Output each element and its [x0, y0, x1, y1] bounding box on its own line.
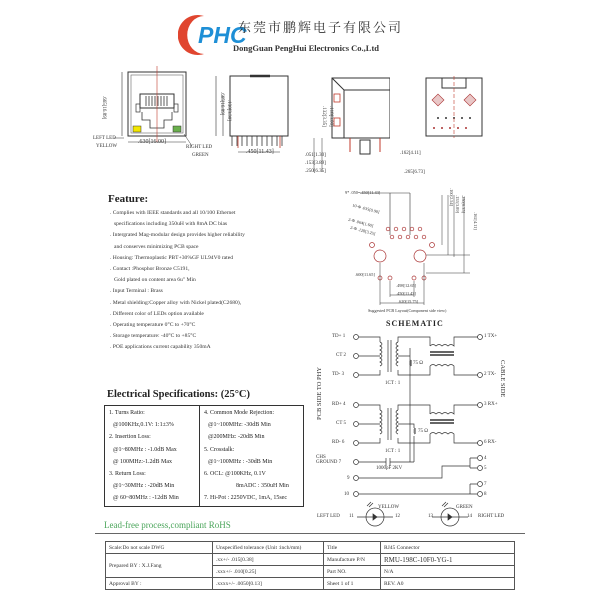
right-led-sch-label: RIGHT LED: [478, 514, 505, 519]
ratio-bottom: 1CT : 1: [385, 449, 401, 454]
chs-label: CHS: [316, 455, 326, 460]
pcb-dim-h3: .450[11.43]: [396, 291, 416, 296]
side2-dim3: .051[1.30]: [305, 153, 326, 158]
title-label-cell: Title: [324, 542, 381, 554]
pcb-layout-caption: Suggested PCB Layout(Component side view): [368, 308, 447, 313]
pcb-dim-v1: .100[2.54]: [449, 188, 454, 206]
pin-10: 10: [344, 492, 349, 497]
right-led-pin-a: 13: [428, 514, 433, 519]
feature-item: . Contact :Phosphor Bronze C5191,: [110, 266, 190, 273]
tolerance-3-cell: .xxxx+/- .0050[0.13]: [213, 578, 324, 590]
electrical-title: Electrical Specifications: (25°C): [107, 389, 250, 400]
pcb-dim-pitch: 9* .050=.450[11.43]: [345, 190, 381, 195]
green-led-icon: [173, 126, 181, 132]
feature-item: . Housing: Thermoplastic PBT+30%GF UL94V0 rated: [110, 254, 233, 261]
feature-item: . Metal shielding:Copper alloy with Nickel plated(C2680),: [110, 299, 242, 306]
spec-line: @1~80MHz : -1.0dB Max: [113, 446, 177, 453]
pin-td-minus: TD- 3: [332, 372, 345, 377]
spec-line: @ 60~80MHz : -12dB Min: [113, 495, 179, 502]
side2-dim7: .265[6.73]: [404, 170, 425, 175]
pcb-dim-v3: .250[6.35]: [461, 195, 466, 213]
ratio-top: 1CT : 1: [385, 381, 401, 386]
mpn-value-cell: RMU-198C-10F0-YG-1: [381, 554, 515, 566]
company-name-cn: 东莞市鹏辉电子有限公司: [238, 21, 404, 36]
electrical-left-col: [105, 406, 200, 506]
feature-item: . Different color of LEDs option available: [110, 310, 204, 317]
pin-tx-plus: 1 TX+: [484, 334, 498, 339]
spec-line: @1~100MHz : -30dB Min: [208, 458, 273, 465]
left-led-label: LEFT LED: [93, 136, 116, 141]
left-led-pin-b: 12: [395, 514, 400, 519]
feature-item: Gold plated on content area 6u" Min: [114, 277, 196, 284]
spec-line: 8mADC : 350uH Min: [236, 483, 289, 490]
pin-rd-minus: RD- 6: [332, 440, 345, 445]
left-led-pin-a: 11: [349, 514, 354, 519]
pcb-dim-v2: .155[3.89]: [455, 195, 460, 213]
pin-td-plus: TD+ 1: [332, 334, 346, 339]
mpn-label-cell: Manufacture P/N: [324, 554, 381, 566]
pcb-dim-h4: .620[15.75]: [398, 299, 419, 304]
tolerance-1-cell: .xx+/- .015[0.38]: [213, 554, 324, 566]
feature-item: . Intergrated Mag-modular design provides higher reliability: [110, 232, 245, 239]
side-inner-dim: .130[3.30]: [226, 100, 231, 121]
title-value-cell: RJ45 Connector: [381, 542, 515, 554]
title-block: [105, 541, 515, 590]
pcb-dim-hole3: 2-Φ .128[3.25]: [349, 224, 376, 237]
res-bottom: 75 Ω: [418, 429, 428, 434]
pcb-side-label: PCB SIDE TO PHY: [316, 366, 323, 420]
spec-line: @200MHz: -20dB Min: [208, 434, 265, 441]
feature-item: . Complies with IEEE standards and all 10/100 Ethernet: [110, 210, 236, 216]
left-led-color: YELLOW: [96, 144, 118, 149]
side2-dim6: .162[4.11]: [400, 151, 421, 156]
front-width-dim: .630[16.00]: [138, 139, 166, 145]
feature-title: Feature:: [108, 193, 149, 205]
scale-cell: Scale:Do not scale DWG: [106, 542, 213, 554]
left-led-sch-color: YELLOW: [378, 505, 400, 510]
right-led-sch-color: GREEN: [456, 505, 473, 510]
prepared-by-cell: Prepared BY : X.J.Fang: [106, 554, 213, 578]
spec-line: 1. Turns Ratio:: [109, 410, 145, 416]
feature-item: and conserves minimizing PCB space: [114, 243, 199, 250]
side-width-dim: .450[11.43]: [246, 149, 274, 155]
left-led-sch-label: LEFT LED: [317, 514, 340, 519]
spec-line: 6. OCL: @100KHz, 0.1V: [204, 471, 266, 478]
schematic-diagram: [330, 330, 505, 500]
spec-line: @100KHz,0.1V: 1:1±3%: [113, 422, 174, 429]
sheet-cell: Sheet 1 of 1: [324, 578, 381, 590]
logo-text: PHC: [198, 22, 247, 48]
pcb-dim-v4: .162[4.11]: [473, 212, 478, 230]
side-height-dim: .665[16.89]: [219, 92, 224, 116]
spec-line: @ 100MHz:-1.2dB Max: [113, 458, 173, 465]
side2-dim4: .153[3.89]: [305, 161, 326, 166]
feature-item: . POE applications current capability 350mA: [110, 344, 211, 351]
company-name-en: DongGuan PengHui Electronics Co.,Ltd: [233, 43, 380, 53]
pin-ct2: CT 2: [336, 353, 347, 358]
bottom-view-drawing: [424, 76, 484, 138]
pin-5: 5: [484, 466, 487, 471]
pin-4: 4: [484, 456, 487, 461]
pin-8: 8: [484, 492, 487, 497]
pin-rx-minus: 6 RX-: [484, 440, 497, 445]
feature-item: . Storage temperature: -40°C to +85°C: [110, 333, 197, 340]
tolerance-2-cell: .xxx+/- .010[0.25]: [213, 566, 324, 578]
pin-rx-plus: 3 RX+: [484, 402, 498, 407]
spec-line: 2. Insertion Loss:: [109, 434, 151, 441]
feature-item: . Operating temperature 0°C to +70°C: [110, 322, 196, 329]
cable-side-label: CABLE SIDE: [499, 360, 506, 398]
right-led-pin-b: 14: [467, 514, 472, 519]
divider-line: [95, 533, 525, 534]
spec-line: 5. Crosstalk:: [204, 446, 235, 453]
rohs-note: Lead-free process,compliant RoHS: [104, 520, 231, 530]
pin-ct5: CT 5: [336, 421, 347, 426]
part-value-cell: N/A: [381, 566, 515, 578]
spec-line: 3. Return Loss:: [109, 471, 146, 478]
pin-tx-minus: 2 TX-: [484, 372, 496, 377]
right-led-color: GREEN: [192, 153, 209, 158]
cap-label: 1000pF 2KV: [376, 466, 403, 471]
part-label-cell: Part NO.: [324, 566, 381, 578]
feature-item: specifications including 350uH with 8mA DC bias: [114, 221, 228, 228]
side2-dim2: .118[3.00]: [328, 106, 333, 127]
rev-cell: REV. A0: [381, 578, 515, 590]
pcb-dim-h1: .600[11.65]: [355, 272, 375, 277]
res-top: 75 Ω: [413, 361, 423, 366]
side2-dim1: .132[3.35]: [321, 106, 326, 127]
spec-line: @1~30MHz : -20dB Min: [113, 483, 175, 490]
side2-dim5: .250[6.35]: [305, 169, 326, 174]
spec-line: 4. Common Mode Rejection:: [204, 410, 274, 416]
spec-line: @1~100MHz: -30dB Min: [208, 422, 271, 429]
pin-rd-plus: RD+ 4: [332, 402, 346, 407]
pin-7: 7: [484, 482, 487, 487]
pin-9: 9: [347, 476, 350, 481]
spec-line: 7. Hi-Pot : 2250VDC, 1mA, 15sec: [204, 495, 287, 502]
ground-label: GROUND 7: [316, 460, 342, 465]
schematic-title: SCHEMATIC: [386, 319, 444, 328]
tolerance-header-cell: Unspecified tolerance (Unit :inch/mm): [213, 542, 324, 554]
pcb-dim-hole1: 10-Φ .035[0.90]: [351, 202, 381, 215]
electrical-right-col: [200, 406, 293, 506]
feature-item: . Input Terminal : Brass: [110, 288, 163, 295]
right-led-label: RIGHT LED: [186, 145, 213, 150]
pcb-dim-hole2: 2-Φ .064[1.60]: [347, 216, 374, 229]
front-height-dim: .665[16.89]: [101, 96, 106, 120]
approval-cell: Approval BY :: [106, 578, 213, 590]
feature-list: [110, 208, 245, 354]
electrical-spec-box: [104, 405, 304, 507]
pcb-dim-h2: .498[12.65]: [396, 283, 417, 288]
yellow-led-icon: [133, 126, 141, 132]
